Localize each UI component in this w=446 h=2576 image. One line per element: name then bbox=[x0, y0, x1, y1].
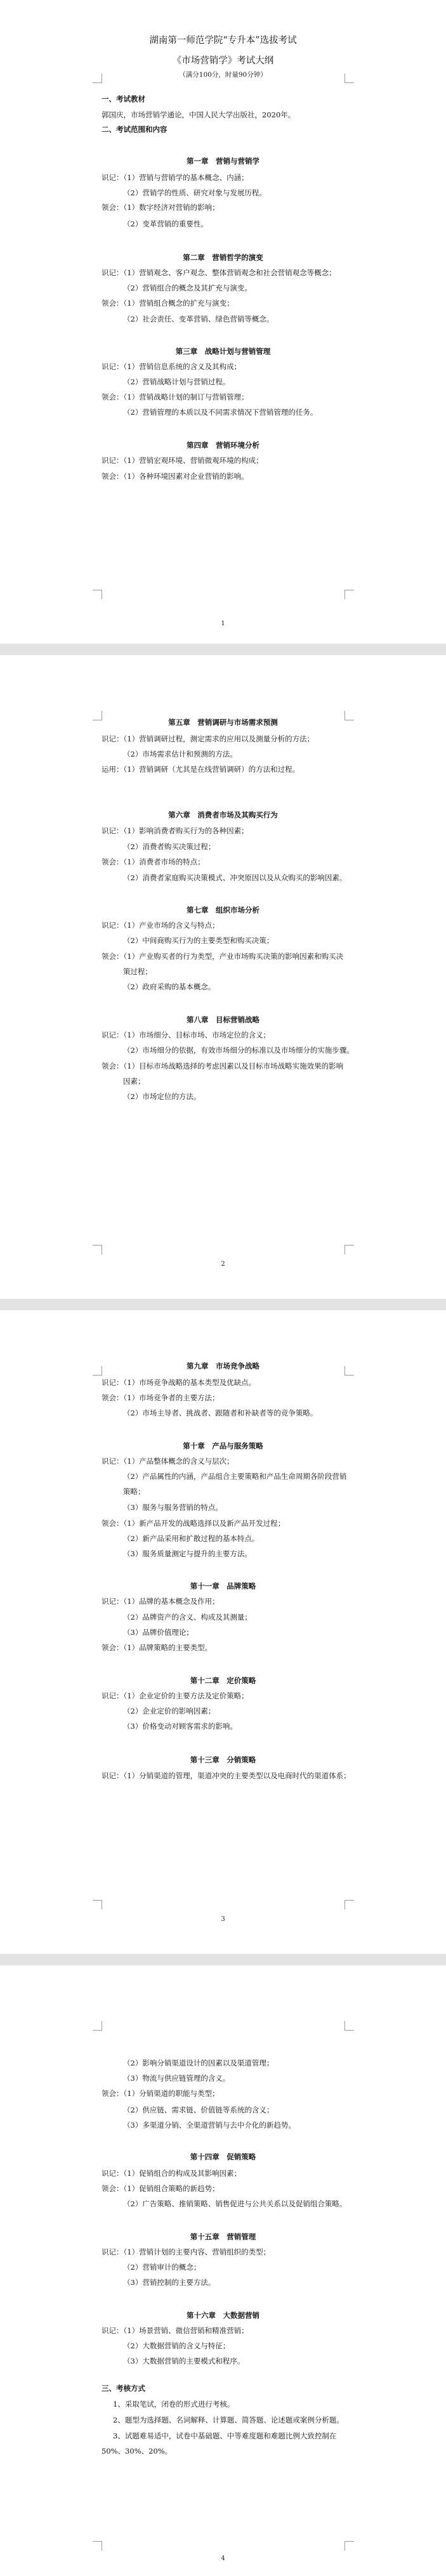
text-line: 领会：（1）各种环境因素对企业营销的影响。 bbox=[102, 472, 249, 481]
text-line: （2）消费者购买决策过程； bbox=[123, 842, 216, 851]
crop-mark bbox=[344, 1245, 354, 1254]
text-line: （3）服务与服务营销的特点。 bbox=[123, 1503, 223, 1512]
text-line: （2）营销战略计划与营销过程。 bbox=[123, 377, 230, 386]
crop-mark bbox=[93, 1245, 102, 1254]
title-line: 湖南第一师范学院“专升本”选拔考试 bbox=[149, 36, 297, 46]
text-line: 领会：（1）促销组合策略的新趋势； bbox=[102, 2184, 220, 2193]
text-line: 识记：（1）市场竞争战略的基本类型及优缺点。 bbox=[102, 1378, 256, 1387]
text-line: （2）中间商购买行为的主要类型和购买决策； bbox=[123, 936, 274, 945]
text-line: 2、题型为选择题、名词解释、计算题、简答题、论述题或案例分析题。 bbox=[113, 2416, 344, 2424]
text-line: （2）新产品采用和扩散过程的基本特点。 bbox=[123, 1534, 259, 1543]
title-line: （满分100分，时量90分钟） bbox=[179, 71, 267, 79]
text-line: 识记：（1）营销计划的主要内容、营销组织的类型； bbox=[102, 2247, 271, 2256]
chapter-heading: 第七章 组织市场分析 bbox=[187, 906, 259, 914]
crop-mark bbox=[93, 590, 102, 599]
chapter-heading: 第十二章 定价策略 bbox=[190, 1676, 256, 1685]
chapter-heading: 第一章 营销与营销学 bbox=[187, 157, 259, 166]
document-page-1 bbox=[0, 0, 446, 644]
chapter-heading: 第五章 营销调研与市场需求预测 bbox=[168, 718, 278, 727]
text-line: （2）市场定位的方法。 bbox=[123, 1092, 201, 1101]
text-line: 策略； bbox=[123, 1487, 145, 1496]
page-separator bbox=[0, 644, 446, 655]
text-line: （2）营销管理的本质以及不同需求情况下营销管理的任务。 bbox=[123, 408, 318, 417]
text-line: 领会：（1）目标市场战略选择的考虑因素以及目标市场战略实施效果的影响 bbox=[102, 1062, 344, 1070]
page-number: 3 bbox=[221, 1916, 225, 1923]
text-line: （3）物流与供应链管理的含义。 bbox=[123, 2074, 230, 2083]
text-line: 领会：（1）营销组合概念的扩充与演变； bbox=[102, 299, 234, 308]
chapter-heading: 第三章 战略计划与营销管理 bbox=[175, 347, 271, 356]
text-line: 识记：（1）营销观念、客户观念、整体营销观念和社会营销观念等概念； bbox=[102, 268, 336, 277]
text-line: 识记：（1）场景营销、微信营销和精准营销； bbox=[102, 2326, 249, 2335]
text-line: 识记：（1）产业市场的含义与特点； bbox=[102, 921, 220, 930]
page-number: 2 bbox=[221, 1261, 225, 1268]
chapter-heading: 第九章 市场竞争战略 bbox=[187, 1362, 259, 1370]
text-line: （2）品牌资产的含义、构成及其测量； bbox=[123, 1613, 252, 1622]
crop-mark bbox=[93, 2541, 102, 2551]
document-page-4 bbox=[0, 1965, 446, 2576]
text-line: 因素； bbox=[123, 1077, 145, 1086]
text-line: （2）产品属性的内涵，产品组合主要策略和产品生命周期各阶段营销 bbox=[123, 1472, 347, 1481]
text-line: （2）市场细分的依据，有效市场细分的标准以及市场细分的实施步骤。 bbox=[123, 1046, 354, 1055]
chapter-heading: 第十四章 促销策略 bbox=[190, 2152, 256, 2161]
text-line: 一、考试教材 bbox=[102, 94, 145, 103]
chapter-heading: 第十五章 营销管理 bbox=[190, 2232, 256, 2241]
text-line: 1、采取笔试，闭卷的形式进行考核。 bbox=[113, 2400, 235, 2409]
chapter-heading: 第二章 营销哲学的演变 bbox=[183, 253, 263, 262]
text-line: 识记：（1）营销宏观环境、营销微观环境的构成； bbox=[102, 456, 263, 465]
crop-mark bbox=[344, 590, 354, 599]
text-line: 领会：（1）数字经济对营销的影响； bbox=[102, 203, 220, 212]
chapter-heading: 第四章 营销环境分析 bbox=[187, 441, 259, 450]
text-line: 领会：（1）新产品开发的战略选择以及新产品开发过程； bbox=[102, 1519, 285, 1528]
text-line: 识记：（1）分销渠道的管理，渠道冲突的主要类型以及电商时代的渠道体系； bbox=[102, 1771, 351, 1780]
text-line: 识记：（1）营销调研过程，测定需求的应用以及测量分析的方法； bbox=[102, 734, 315, 743]
text-line: 识记：（1）促销组合的构成及其影响因素； bbox=[102, 2169, 242, 2178]
text-line: （2）大数据营销的含义与特征； bbox=[123, 2341, 230, 2350]
page-separator bbox=[0, 1299, 446, 1310]
text-line: （2）市场主导者、挑战者、跟随者和补缺者等的竞争策略。 bbox=[123, 1408, 318, 1417]
document-page-2 bbox=[0, 655, 446, 1299]
chapter-heading: 第十三章 分销策略 bbox=[190, 1755, 256, 1764]
text-line: 领会：（1）分销渠道的职能与类型； bbox=[102, 2089, 220, 2098]
text-line: （2）政府采购的基本概念。 bbox=[123, 982, 216, 991]
text-line: 运用：（1）营销调研（尤其是在线营销调研）的方法和过程。 bbox=[102, 765, 300, 774]
crop-mark bbox=[93, 2021, 102, 2031]
text-line: （3）大数据营销的主要模式和程序。 bbox=[123, 2357, 245, 2365]
text-line: 3、试题难易适中，试卷中基础题、中等难度题和难题比例大致控制在 bbox=[113, 2431, 337, 2440]
text-line: （2）社会责任、变革营销、绿色营销等概念。 bbox=[123, 315, 274, 323]
text-line: 郭国庆，市场营销学通论，中国人民大学出版社，2020年。 bbox=[102, 110, 296, 119]
text-line: （2）营销审计的概念； bbox=[123, 2263, 201, 2272]
crop-mark bbox=[344, 1900, 354, 1909]
text-line: 识记：（1）产品整体概念的含义与层次； bbox=[102, 1457, 234, 1466]
crop-mark bbox=[344, 2541, 354, 2551]
chapter-heading: 第六章 消费者市场及其购买行为 bbox=[168, 810, 278, 819]
text-line: （2）影响分销渠道设计的因素以及渠道管理； bbox=[123, 2059, 274, 2067]
text-line: 策过程； bbox=[123, 967, 152, 976]
text-line: （2）供应链、需求链、价值链等系统的含义； bbox=[123, 2105, 274, 2114]
text-line: （3）价格变动对顾客需求的影响。 bbox=[123, 1722, 237, 1731]
chapter-heading: 第十一章 品牌策略 bbox=[190, 1582, 256, 1590]
text-line: 领会：（1）市场竞争者的主要方法； bbox=[102, 1393, 220, 1402]
text-line: 领会：（1）产业购买者的行为类型，产业市场购买决策的影响因素和购买决 bbox=[102, 952, 344, 961]
text-line: 识记：（1）市场细分、目标市场、市场定位的含义； bbox=[102, 1031, 271, 1039]
chapter-heading: 第十章 产品与服务策略 bbox=[183, 1441, 263, 1450]
page-separator bbox=[0, 1954, 446, 1965]
text-line: 识记：（1）品牌的基本概念及作用； bbox=[102, 1597, 220, 1606]
text-line: （2）市场需求估计和预测的方法。 bbox=[123, 750, 237, 758]
text-line: （2）广告策略、推销策略、销售促进与公共关系以及促销组合策略。 bbox=[123, 2199, 347, 2208]
text-line: （3）营销控制的主要方法。 bbox=[123, 2278, 216, 2287]
text-line: 二、考试范围和内容 bbox=[102, 125, 167, 134]
text-line: 识记：（1）影响消费者购买行为的各种因素； bbox=[102, 826, 249, 835]
text-line: （3）多渠道分销、全渠道营销与去中介化的新趋势。 bbox=[123, 2121, 296, 2130]
text-line: （2）营销学的性质、研究对象与发展历程。 bbox=[123, 188, 266, 197]
document-page-3 bbox=[0, 1310, 446, 1954]
text-line: 三、考核方式 bbox=[102, 2384, 145, 2393]
text-line: 领会：（1）消费者市场的特点； bbox=[102, 857, 205, 866]
text-line: 识记：（1）营销信息系统的含义及其构成； bbox=[102, 362, 242, 371]
crop-mark bbox=[93, 1900, 102, 1909]
text-line: 领会：（1）品牌策略的主要类型。 bbox=[102, 1643, 213, 1652]
text-line: 50%、30%、20%。 bbox=[102, 2447, 173, 2456]
chapter-heading: 第十六章 大数据营销 bbox=[187, 2311, 259, 2320]
crop-mark bbox=[344, 2021, 354, 2031]
text-line: （2）变革营销的重要性。 bbox=[123, 219, 208, 228]
text-line: （3）品牌价值理论； bbox=[123, 1628, 193, 1637]
page-number: 1 bbox=[221, 620, 225, 627]
page-number: 4 bbox=[221, 2555, 225, 2562]
text-line: 领会：（1）营销战略计划的制订与营销管理； bbox=[102, 393, 249, 401]
text-line: （2）消费者家庭购买决策模式、冲突原因以及从众购买的影响因素。 bbox=[123, 873, 347, 882]
text-line: （2）营销组合的概念及其扩充与演变。 bbox=[123, 283, 252, 292]
text-line: （2）企业定价的影响因素； bbox=[123, 1707, 216, 1715]
chapter-heading: 第八章 目标营销战略 bbox=[187, 1015, 259, 1024]
text-line: 识记：（1）企业定价的主要方法及定价策略； bbox=[102, 1691, 249, 1700]
text-line: （3）服务质量测定与提升的主要方法。 bbox=[123, 1549, 252, 1558]
text-line: 识记：（1）营销与营销学的基本概念、内涵； bbox=[102, 173, 249, 182]
title-line: 《市场营销学》考试大纲 bbox=[172, 56, 274, 66]
